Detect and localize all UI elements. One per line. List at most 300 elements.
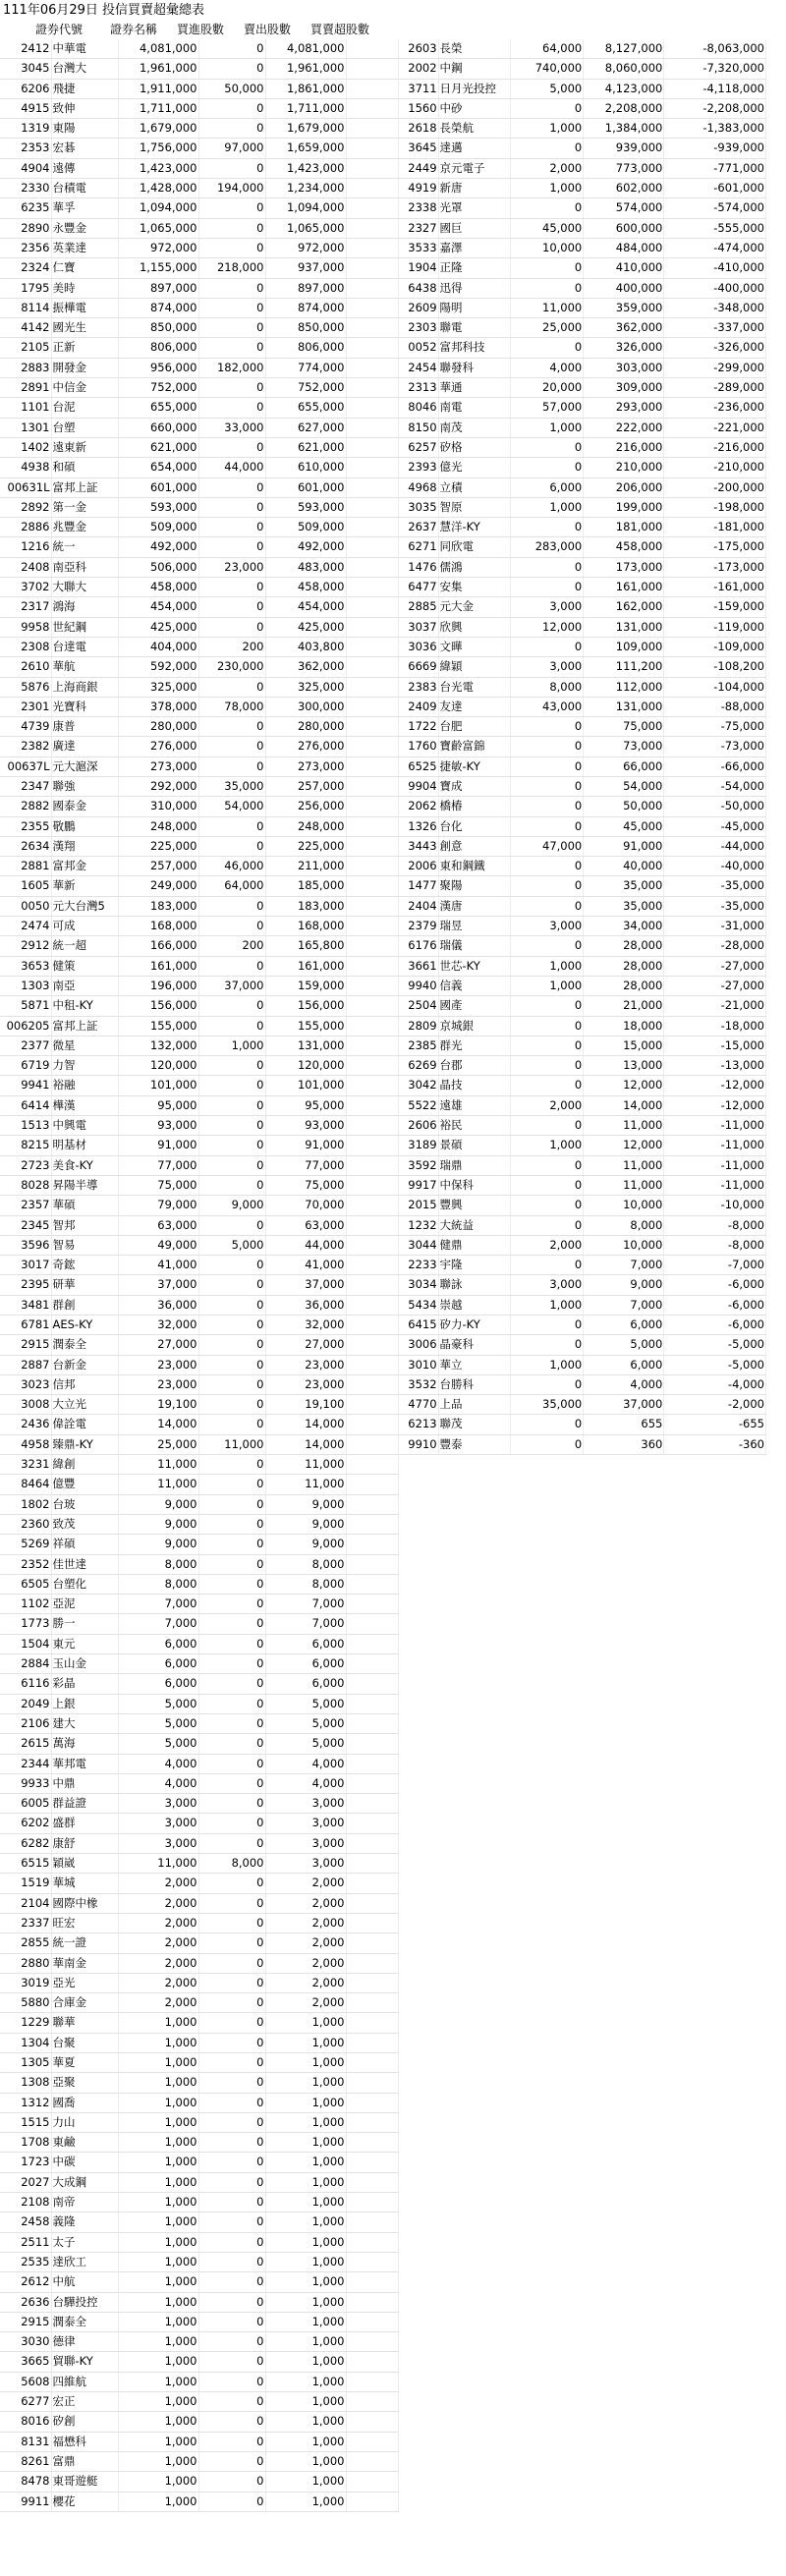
- sell-shares: 458,000: [584, 537, 664, 557]
- net-shares: 8,000: [265, 1574, 346, 1594]
- stock-code: 6213: [398, 1415, 438, 1434]
- stock-name: 康舒: [51, 1833, 118, 1853]
- stock-code: 2637: [398, 518, 438, 537]
- sell-shares: 210,000: [584, 458, 664, 477]
- stock-code: 2395: [0, 1275, 51, 1295]
- stock-code: 0052: [398, 338, 438, 358]
- stock-code: 3189: [398, 1136, 438, 1155]
- stock-code: 1519: [0, 1874, 51, 1893]
- stock-name: 福懋科: [51, 2432, 118, 2451]
- stock-name: 智易: [51, 1235, 118, 1255]
- table-row: [398, 1335, 766, 1355]
- buy-shares: 25,000: [511, 318, 584, 338]
- buy-shares: 166,000: [118, 936, 198, 956]
- stock-name: 玉山金: [51, 1654, 118, 1674]
- table-row: [398, 1016, 766, 1036]
- stock-code: 2345: [0, 1215, 51, 1235]
- net-shares: -12,000: [664, 1095, 766, 1115]
- stock-code: 4968: [398, 477, 438, 497]
- stock-name: 臻鼎-KY: [51, 1434, 118, 1454]
- buy-shares: 14,000: [118, 1415, 198, 1434]
- table-row: [0, 98, 398, 118]
- stock-code: 2385: [398, 1036, 438, 1055]
- empty-cell: [346, 139, 398, 158]
- stock-code: 9910: [398, 1434, 438, 1454]
- net-shares: 165,800: [265, 936, 346, 956]
- stock-name: 飛捷: [51, 79, 118, 98]
- sell-shares: 484,000: [584, 238, 664, 257]
- sell-shares: 111,200: [584, 657, 664, 677]
- buy-shares: 292,000: [118, 776, 198, 796]
- buy-shares: 0: [511, 1215, 584, 1235]
- stock-name: 聯發科: [438, 358, 511, 377]
- sell-shares: 8,000: [198, 1854, 265, 1874]
- stock-name: 敬鵬: [51, 816, 118, 836]
- net-shares: -175,000: [664, 537, 766, 557]
- stock-name: 富邦上証: [51, 1016, 118, 1036]
- buy-shares: 168,000: [118, 917, 198, 936]
- stock-name: 欣興: [438, 617, 511, 637]
- stock-code: 2886: [0, 518, 51, 537]
- net-shares: 77,000: [265, 1155, 346, 1175]
- net-shares: 131,000: [265, 1036, 346, 1055]
- table-row: [398, 1395, 766, 1415]
- stock-code: 6235: [0, 198, 51, 218]
- stock-code: 1312: [0, 2093, 51, 2112]
- stock-name: 億光: [438, 458, 511, 477]
- table-row: [398, 1056, 766, 1076]
- table-row: [0, 2112, 398, 2132]
- empty-cell: [346, 1455, 398, 1475]
- table-row: [0, 797, 398, 816]
- net-shares: 601,000: [265, 477, 346, 497]
- stock-name: 大成鋼: [51, 2172, 118, 2192]
- buy-shares: 1,000: [118, 2451, 198, 2471]
- stock-code: 2233: [398, 1256, 438, 1275]
- buy-shares: 2,000: [118, 1893, 198, 1913]
- sell-shares: 54,000: [198, 797, 265, 816]
- net-shares: 41,000: [265, 1256, 346, 1275]
- table-row: [398, 139, 766, 158]
- buy-shares: 593,000: [118, 497, 198, 517]
- stock-name: 偉詮電: [51, 1415, 118, 1434]
- stock-name: 元大台灣5: [51, 896, 118, 916]
- buy-shares: 6,000: [118, 1654, 198, 1674]
- table-row: [398, 737, 766, 756]
- stock-code: 6415: [398, 1316, 438, 1335]
- empty-cell: [346, 1933, 398, 1953]
- buy-shares: 1,000: [118, 2272, 198, 2292]
- buy-shares: 0: [511, 338, 584, 358]
- buy-shares: 11,000: [118, 1455, 198, 1475]
- net-shares: 185,000: [265, 876, 346, 896]
- sell-shares: 0: [198, 2093, 265, 2112]
- table-row: [0, 2013, 398, 2033]
- stock-name: 華邦電: [51, 1754, 118, 1773]
- sell-shares: 37,000: [198, 976, 265, 995]
- table-row: [0, 2252, 398, 2271]
- empty-cell: [346, 857, 398, 876]
- empty-cell: [346, 497, 398, 517]
- stock-name: 裕融: [51, 1076, 118, 1095]
- net-shares: -410,000: [664, 258, 766, 278]
- stock-name: 國光生: [51, 318, 118, 338]
- net-shares: 36,000: [265, 1295, 346, 1315]
- net-shares: -2,208,000: [664, 98, 766, 118]
- stock-code: 1605: [0, 876, 51, 896]
- sell-shares: 23,000: [198, 557, 265, 577]
- table-row: [0, 1973, 398, 1992]
- table-row: [0, 1275, 398, 1295]
- table-row: [0, 717, 398, 737]
- table-row: [398, 458, 766, 477]
- stock-name: 中鋼: [438, 59, 511, 79]
- empty-cell: [346, 1395, 398, 1415]
- stock-code: 3592: [398, 1155, 438, 1175]
- stock-code: 6116: [0, 1674, 51, 1694]
- net-shares: -173,000: [664, 557, 766, 577]
- empty-cell: [346, 2193, 398, 2212]
- buy-shares: 0: [511, 1335, 584, 1355]
- buy-shares: 41,000: [118, 1256, 198, 1275]
- buy-shares: 0: [511, 717, 584, 737]
- stock-name: 富邦科技: [438, 338, 511, 358]
- table-row: [398, 218, 766, 238]
- stock-code: 1723: [0, 2153, 51, 2172]
- stock-name: 華新: [51, 876, 118, 896]
- buy-shares: 7,000: [118, 1614, 198, 1634]
- sell-shares: 939,000: [584, 139, 664, 158]
- empty-cell: [346, 1754, 398, 1773]
- stock-name: 亞聚: [51, 2073, 118, 2093]
- net-shares: 1,065,000: [265, 218, 346, 238]
- net-shares: 183,000: [265, 896, 346, 916]
- stock-name: 華碩: [51, 1196, 118, 1215]
- sell-shares: 0: [198, 2232, 265, 2252]
- stock-code: 2915: [0, 1335, 51, 1355]
- buy-shares: 2,000: [118, 1993, 198, 2013]
- table-row: [0, 198, 398, 218]
- table-row: [0, 1574, 398, 1594]
- stock-code: 3231: [0, 1455, 51, 1475]
- empty-cell: [346, 597, 398, 617]
- sell-shares: 8,000: [584, 1215, 664, 1235]
- net-shares: 4,081,000: [265, 39, 346, 59]
- net-shares: -474,000: [664, 238, 766, 257]
- stock-name: 中信金: [51, 378, 118, 398]
- sell-shares: 162,000: [584, 597, 664, 617]
- empty-cell: [346, 2093, 398, 2112]
- table-row: [0, 518, 398, 537]
- stock-code: 3006: [398, 1335, 438, 1355]
- stock-name: 安集: [438, 578, 511, 597]
- stock-name: 建大: [51, 1713, 118, 1733]
- empty-cell: [346, 2232, 398, 2252]
- net-shares: 280,000: [265, 717, 346, 737]
- empty-cell: [346, 1415, 398, 1434]
- stock-code: 2474: [0, 917, 51, 936]
- net-shares: 91,000: [265, 1136, 346, 1155]
- sell-shares: 21,000: [584, 996, 664, 1016]
- stock-code: 1402: [0, 437, 51, 457]
- net-shares: 937,000: [265, 258, 346, 278]
- stock-code: 2308: [0, 637, 51, 656]
- sell-shares: 8,127,000: [584, 39, 664, 59]
- net-shares: 897,000: [265, 278, 346, 298]
- table-row: [0, 756, 398, 776]
- net-shares: -221,000: [664, 418, 766, 437]
- table-row: [0, 1415, 398, 1434]
- net-shares: -289,000: [664, 378, 766, 398]
- net-shares: 6,000: [265, 1634, 346, 1653]
- buy-shares: 592,000: [118, 657, 198, 677]
- stock-code: 1304: [0, 2033, 51, 2052]
- buy-shares: 2,000: [118, 1933, 198, 1953]
- stock-name: 中華電: [51, 39, 118, 59]
- stock-name: 富邦上証: [51, 477, 118, 497]
- buy-shares: 378,000: [118, 697, 198, 716]
- buy-shares: 509,000: [118, 518, 198, 537]
- sell-shares: 0: [198, 1734, 265, 1754]
- net-shares: 1,000: [265, 2232, 346, 2252]
- buy-shares: 654,000: [118, 458, 198, 477]
- net-shares: -6,000: [664, 1275, 766, 1295]
- sell-shares: 0: [198, 119, 265, 139]
- stock-name: 可成: [51, 917, 118, 936]
- buy-shares: 6,000: [118, 1674, 198, 1694]
- net-shares: 3,000: [265, 1854, 346, 1874]
- stock-name: 漢翔: [51, 836, 118, 856]
- buy-shares: 752,000: [118, 378, 198, 398]
- stock-code: 5871: [0, 996, 51, 1016]
- buy-shares: 740,000: [511, 59, 584, 79]
- stock-name: 樺漢: [51, 1095, 118, 1115]
- buy-shares: 1,911,000: [118, 79, 198, 98]
- net-shares: 1,000: [265, 2193, 346, 2212]
- buy-shares: 0: [511, 98, 584, 118]
- buy-shares: 4,081,000: [118, 39, 198, 59]
- stock-code: 1760: [398, 737, 438, 756]
- stock-code: 2337: [0, 1913, 51, 1932]
- sell-shares: 75,000: [584, 717, 664, 737]
- stock-name: 大聯大: [51, 578, 118, 597]
- net-shares: 2,000: [265, 1953, 346, 1973]
- net-shares: 1,000: [265, 2292, 346, 2312]
- net-buy-table: [0, 39, 399, 2512]
- net-shares: -299,000: [664, 358, 766, 377]
- net-shares: 63,000: [265, 1215, 346, 1235]
- sell-shares: 0: [198, 1933, 265, 1953]
- buy-shares: 25,000: [118, 1434, 198, 1454]
- table-row: [0, 1854, 398, 1874]
- sell-shares: 0: [198, 2073, 265, 2093]
- net-shares: -88,000: [664, 697, 766, 716]
- stock-code: 4958: [0, 1434, 51, 1454]
- stock-code: 3533: [398, 238, 438, 257]
- table-row: [0, 1295, 398, 1315]
- table-row: [398, 756, 766, 776]
- empty-cell: [346, 1335, 398, 1355]
- table-row: [0, 2451, 398, 2471]
- stock-name: 台泥: [51, 398, 118, 418]
- empty-cell: [346, 1794, 398, 1814]
- net-shares: 11,000: [265, 1475, 346, 1494]
- table-row: [0, 1316, 398, 1335]
- empty-cell: [346, 518, 398, 537]
- stock-code: 2353: [0, 139, 51, 158]
- sell-shares: 0: [198, 98, 265, 118]
- stock-code: 2027: [0, 2172, 51, 2192]
- stock-name: 緯創: [51, 1455, 118, 1475]
- stock-code: 4739: [0, 717, 51, 737]
- stock-code: 2062: [398, 797, 438, 816]
- stock-name: 統一證: [51, 1933, 118, 1953]
- stock-code: 2618: [398, 119, 438, 139]
- buy-shares: 3,000: [118, 1794, 198, 1814]
- table-row: [0, 1235, 398, 1255]
- stock-code: 6206: [0, 79, 51, 98]
- empty-cell: [346, 1016, 398, 1036]
- stock-name: 聯電: [438, 318, 511, 338]
- stock-name: 信義: [438, 976, 511, 995]
- sell-shares: 2,208,000: [584, 98, 664, 118]
- buy-shares: 0: [511, 996, 584, 1016]
- sell-shares: 574,000: [584, 198, 664, 218]
- stock-code: 8261: [0, 2451, 51, 2471]
- buy-shares: 1,423,000: [118, 158, 198, 178]
- stock-code: 9933: [0, 1773, 51, 1793]
- buy-shares: 155,000: [118, 1016, 198, 1036]
- net-shares: 2,000: [265, 1874, 346, 1893]
- table-row: [0, 816, 398, 836]
- buy-shares: 0: [511, 437, 584, 457]
- stock-code: 2313: [398, 378, 438, 398]
- stock-name: 義隆: [51, 2212, 118, 2232]
- sell-shares: 46,000: [198, 857, 265, 876]
- net-shares: 1,000: [265, 2492, 346, 2511]
- stock-code: 2454: [398, 358, 438, 377]
- header-code: 證券代號: [35, 23, 84, 36]
- net-shares: 2,000: [265, 1973, 346, 1992]
- net-shares: 27,000: [265, 1335, 346, 1355]
- sell-shares: 0: [198, 1256, 265, 1275]
- table-row: [0, 1713, 398, 1733]
- empty-cell: [346, 2252, 398, 2271]
- buy-shares: 0: [511, 1374, 584, 1394]
- stock-name: 達欣工: [51, 2252, 118, 2271]
- empty-cell: [346, 2153, 398, 2172]
- stock-code: 9940: [398, 976, 438, 995]
- table-row: [0, 737, 398, 756]
- net-shares: 752,000: [265, 378, 346, 398]
- stock-name: 同欣電: [438, 537, 511, 557]
- net-shares: 1,861,000: [265, 79, 346, 98]
- buy-shares: 0: [511, 139, 584, 158]
- table-row: [0, 1215, 398, 1235]
- table-row: [398, 677, 766, 697]
- buy-shares: 1,155,000: [118, 258, 198, 278]
- sell-shares: 28,000: [584, 936, 664, 956]
- table-row: [398, 437, 766, 457]
- stock-name: 瑞昱: [438, 917, 511, 936]
- stock-name: 萬海: [51, 1734, 118, 1754]
- stock-code: 2436: [0, 1415, 51, 1434]
- empty-cell: [346, 258, 398, 278]
- buy-shares: 325,000: [118, 677, 198, 697]
- net-shares: 14,000: [265, 1434, 346, 1454]
- sell-shares: 0: [198, 1116, 265, 1136]
- buy-shares: 196,000: [118, 976, 198, 995]
- net-shares: -555,000: [664, 218, 766, 238]
- net-shares: 1,000: [265, 2052, 346, 2072]
- net-shares: 7,000: [265, 1614, 346, 1634]
- stock-code: 2458: [0, 2212, 51, 2232]
- stock-name: 瑞儀: [438, 936, 511, 956]
- buy-shares: 0: [511, 198, 584, 218]
- stock-code: 3443: [398, 836, 438, 856]
- buy-shares: 19,100: [118, 1395, 198, 1415]
- empty-cell: [346, 816, 398, 836]
- net-shares: 1,711,000: [265, 98, 346, 118]
- table-row: [398, 1415, 766, 1434]
- sell-shares: 0: [198, 218, 265, 238]
- empty-cell: [346, 917, 398, 936]
- table-row: [0, 1036, 398, 1055]
- sell-shares: 6,000: [584, 1316, 664, 1335]
- empty-cell: [346, 1196, 398, 1215]
- empty-cell: [346, 1116, 398, 1136]
- stock-name: 國喬: [51, 2093, 118, 2112]
- stock-code: 9904: [398, 776, 438, 796]
- stock-name: 東和鋼鐵: [438, 857, 511, 876]
- net-shares: -8,000: [664, 1215, 766, 1235]
- stock-name: 盛群: [51, 1814, 118, 1833]
- stock-code: 8464: [0, 1475, 51, 1494]
- sell-shares: 0: [198, 1754, 265, 1773]
- stock-code: 6438: [398, 278, 438, 298]
- net-shares: -4,000: [664, 1374, 766, 1394]
- table-row: [0, 238, 398, 257]
- table-row: [398, 1295, 766, 1315]
- sell-shares: 13,000: [584, 1056, 664, 1076]
- net-shares: 1,094,000: [265, 198, 346, 218]
- net-shares: 211,000: [265, 857, 346, 876]
- stock-name: 億豐: [51, 1475, 118, 1494]
- net-shares: 3,000: [265, 1814, 346, 1833]
- empty-cell: [346, 976, 398, 995]
- stock-name: 富鼎: [51, 2451, 118, 2471]
- stock-name: 宏正: [51, 2392, 118, 2412]
- sell-shares: 0: [198, 318, 265, 338]
- stock-name: 陽明: [438, 298, 511, 317]
- net-shares: 1,000: [265, 2412, 346, 2432]
- net-shares: -326,000: [664, 338, 766, 358]
- net-shares: -27,000: [664, 956, 766, 976]
- net-shares: 155,000: [265, 1016, 346, 1036]
- buy-shares: 1,000: [118, 2312, 198, 2331]
- table-row: [398, 1095, 766, 1115]
- table-row: [0, 876, 398, 896]
- buy-shares: 1,094,000: [118, 198, 198, 218]
- net-shares: 655,000: [265, 398, 346, 418]
- buy-shares: 0: [511, 1316, 584, 1335]
- net-shares: 874,000: [265, 298, 346, 317]
- buy-shares: 1,000: [118, 2352, 198, 2372]
- stock-code: 9941: [0, 1076, 51, 1095]
- stock-name: 東鹼: [51, 2133, 118, 2153]
- net-shares: -11,000: [664, 1136, 766, 1155]
- sell-shares: 28,000: [584, 976, 664, 995]
